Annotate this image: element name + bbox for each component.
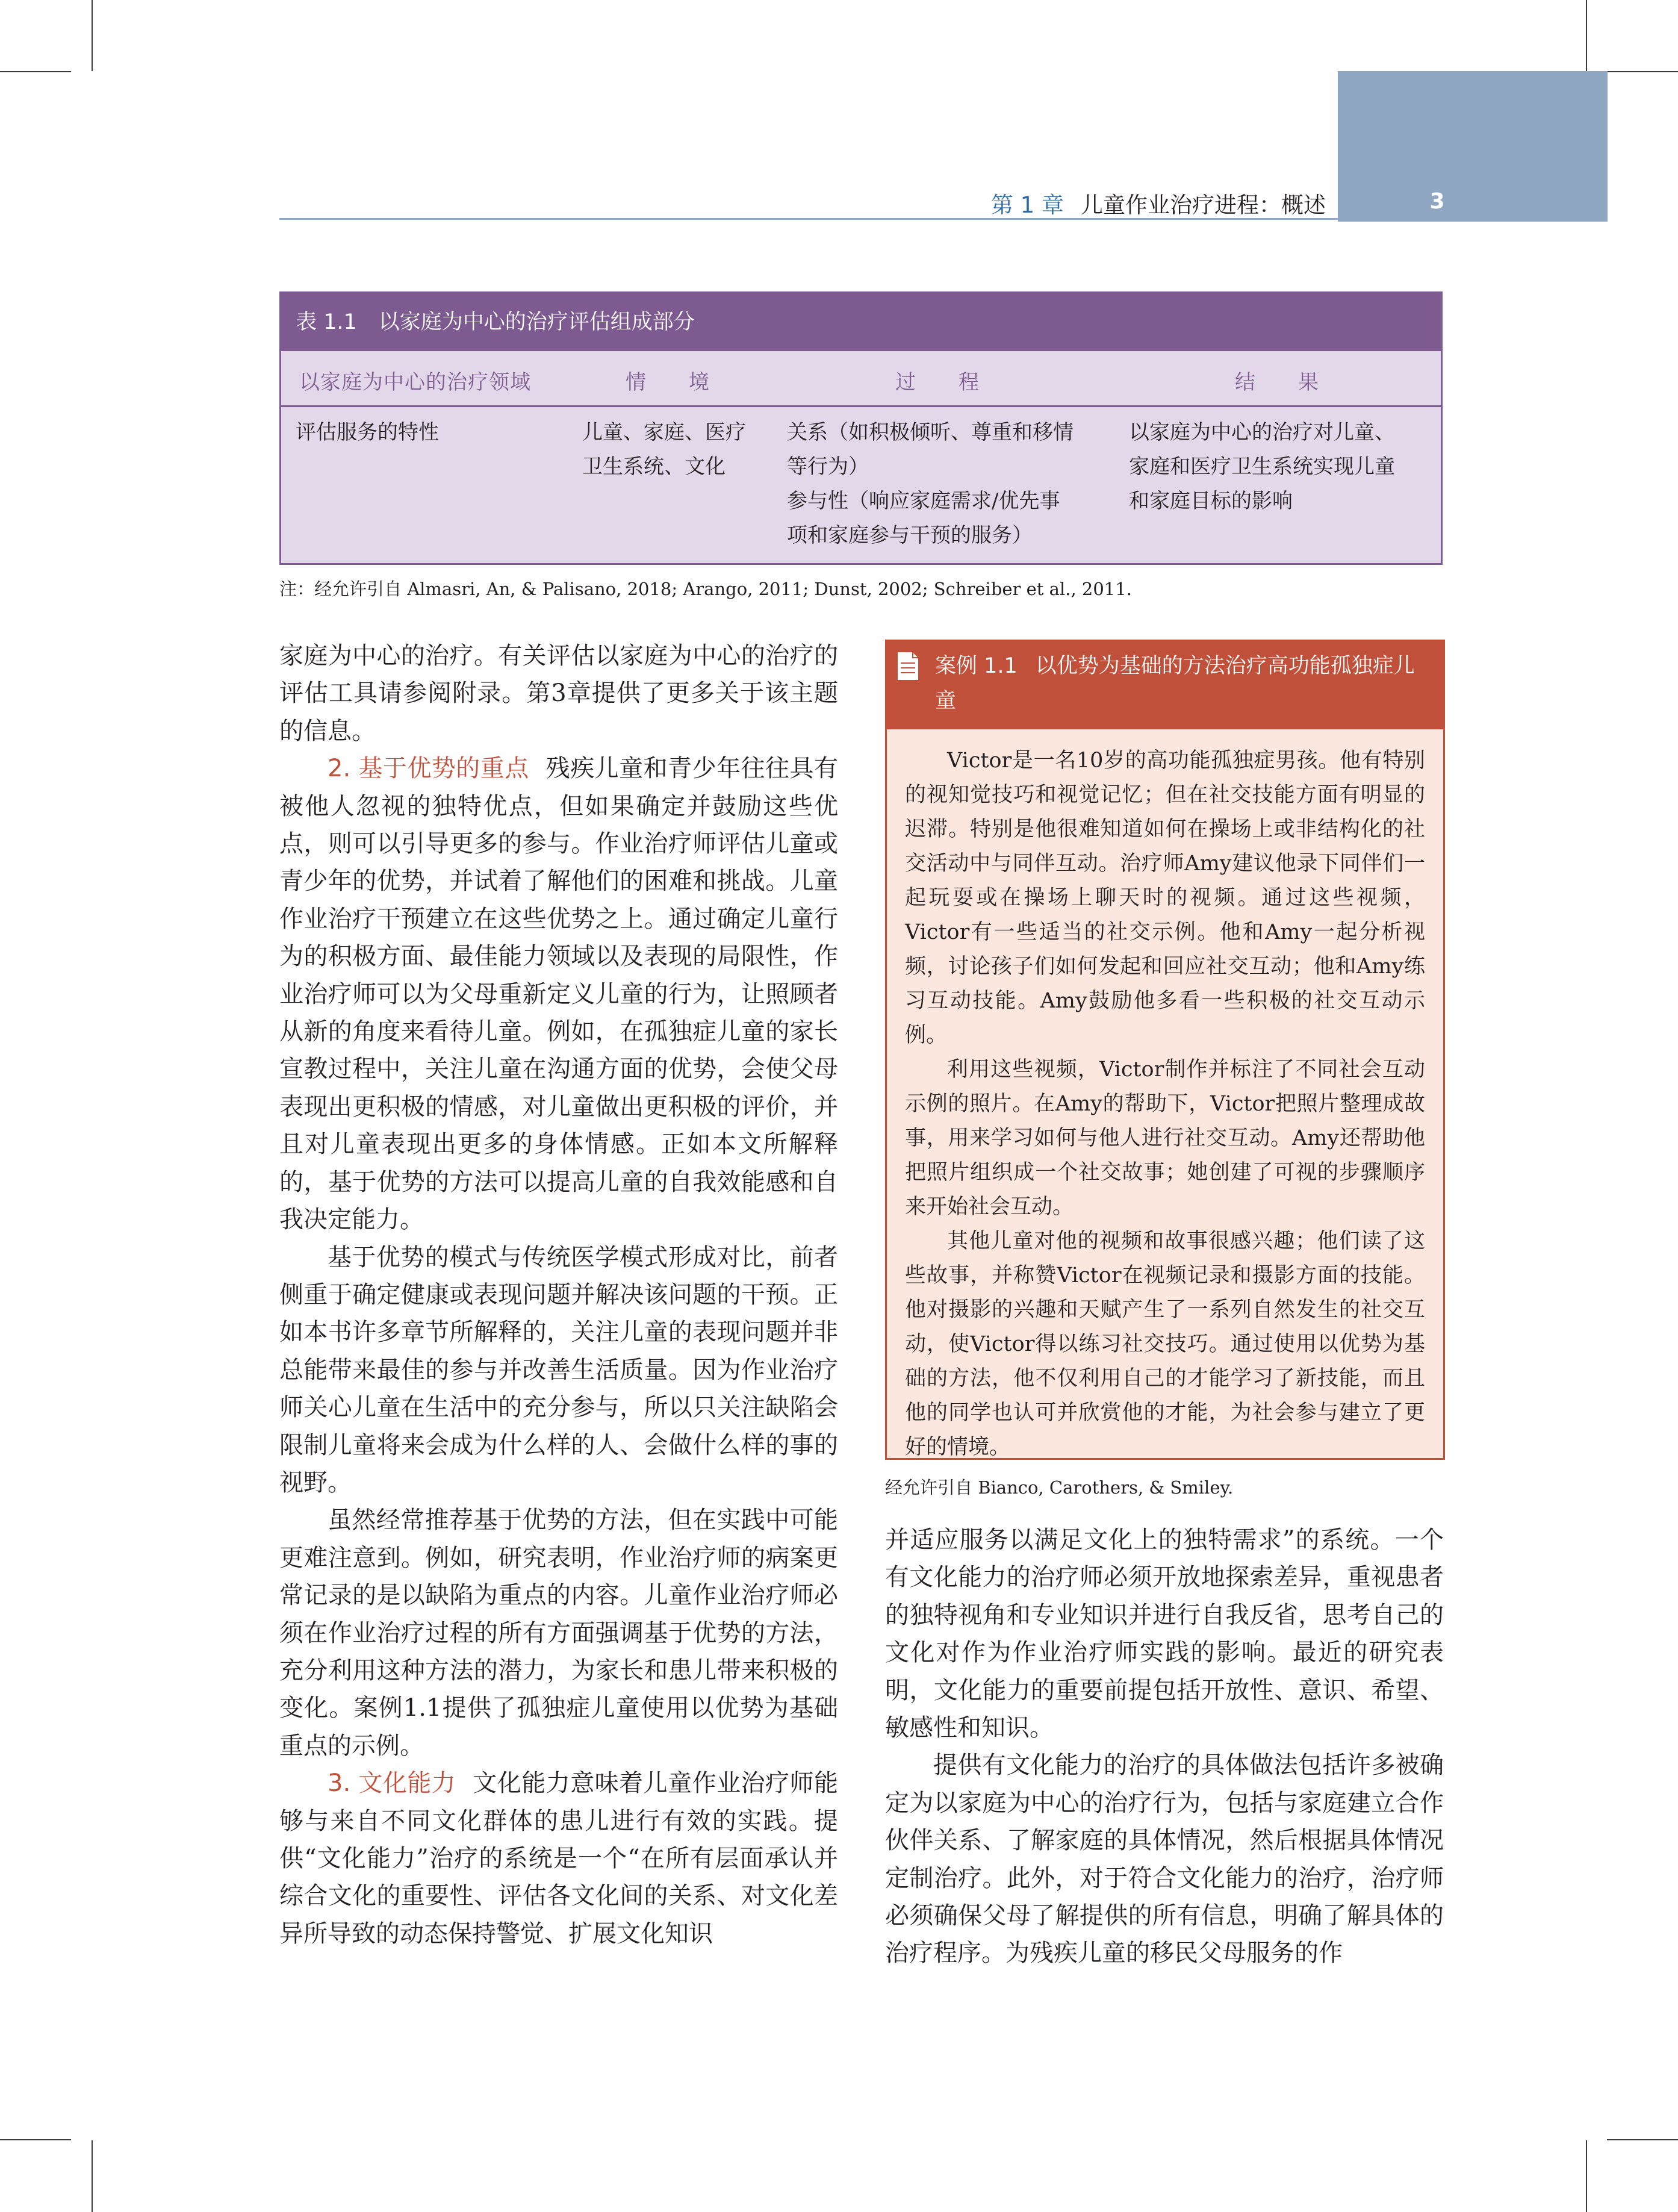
- section-heading-strengths: 2. 基于优势的重点: [328, 755, 529, 783]
- table-header-row: [281, 351, 1441, 407]
- paragraph: 家庭为中心的治疗。有关评估以家庭为中心的治疗的评估工具请参阅附录。第3章提供了更多关于该主题的信息。: [279, 642, 838, 745]
- paragraph: 虽然经常推荐基于优势的方法，但在实践中可能更难注意到。例如，研究表明，作业治疗师的病案更常记录的是以缺陷为重点的内容。儿童作业治疗师必须在作业治疗过程的所有方面强调基于优势的方法，充分利用这种方法的潜力，为家长和患儿带来积极的变化。案例1.1提供了孤独症儿童使用以优势为基础重点的示例。: [279, 1506, 838, 1760]
- case-source-note: 经允许引自 Bianco, Carothers, & Smiley.: [885, 1477, 1234, 1498]
- cell-line: 以家庭为中心的治疗对儿童、: [1129, 420, 1395, 444]
- case-paragraph: 利用这些视频，Victor制作并标注了不同社会互动示例的照片。在Amy的帮助下，Victor把照片整理成故事，用来学习如何与他人进行社交互动。Amy还帮助他把照片组织成一个社交故事；她创建了可视的步骤顺序来开始社会互动。: [905, 1058, 1425, 1219]
- cell-line: 卫生系统、文化: [582, 455, 726, 479]
- case-paragraph: 其他儿童对他的视频和故事很感兴趣；他们读了这些故事，并称赞Victor在视频记录和摄影方面的技能。他对摄影的兴趣和天赋产生了一系列自然发生的社交互动，使Victor得以练习社交技巧。通过使用以优势为基础的方法，他不仅利用自己的才能学习了新技能，而且他的同学也认可并欣赏他的才能，为社会参与建立了更好的情境。: [905, 1229, 1425, 1459]
- table-title: 以家庭为中心的治疗评估组成部分: [378, 310, 695, 334]
- cell-line: 关系（如积极倾听、尊重和移情: [787, 420, 1074, 444]
- case-title-bar: [887, 641, 1443, 729]
- crop-mark: [92, 0, 93, 71]
- paragraph: 提供有文化能力的治疗的具体做法包括许多被确定为以家庭为中心的治疗行为，包括与家庭建立合作伙伴关系、了解家庭的具体情况，然后根据具体情况定制治疗。此外，对于符合文化能力的治疗，治疗师必须确保父母了解提供的所有信息，明确了解具体的治疗程序。为残疾儿童的移民父母服务的作: [885, 1751, 1444, 1967]
- cell-domain: 评估服务的特性: [296, 420, 439, 444]
- column-header-outcome: 结 果: [1235, 370, 1319, 394]
- paragraph: [279, 750, 838, 1238]
- right-column: [885, 1521, 1444, 1972]
- chapter-title: 儿童作业治疗进程：概述: [1081, 192, 1326, 218]
- column-header-domain: 以家庭为中心的治疗领域: [299, 370, 531, 394]
- case-paragraph: Victor是一名10岁的高功能孤独症男孩。他有特别的视知觉技巧和视觉记忆；但在社交技能方面有明显的迟滞。特别是他很难知道如何在操场上或非结构化的社交活动中与同伴互动。治疗师Amy建议他录下同伴们一起玩耍或在操场上聊天时的视频。通过这些视频，Victor有一些适当的社交示例。他和Amy一起分析视频，讨论孩子们如何发起和回应社交互动；他和Amy练习互动技能。Amy鼓励他多看一些积极的社交互动示例。: [905, 749, 1425, 1047]
- crop-mark: [0, 2139, 71, 2140]
- case-title-text: 以优势为基础的方法治疗高功能孤独症儿童: [935, 654, 1415, 713]
- crop-mark: [0, 71, 71, 72]
- crop-mark: [1586, 0, 1587, 71]
- case-body: [905, 744, 1425, 1465]
- cell-line: 家庭和医疗卫生系统实现儿童: [1129, 455, 1395, 479]
- paragraph-text: 文化能力意味着儿童作业治疗师能够与来自不同文化群体的患儿进行有效的实践。提供“文化能力”治疗的系统是一个“在所有层面承认并综合文化的重要性、评估各文化间的关系、对文化差异所导致的动态保持警觉、扩展文化知识: [279, 1769, 838, 1948]
- case-number: 案例 1.1: [935, 654, 1018, 678]
- left-column: [279, 637, 838, 1952]
- cell-line: 等行为）: [787, 455, 869, 479]
- paragraph: 并适应服务以满足文化上的独特需求”的系统。一个有文化能力的治疗师必须开放地探索差异，重视患者的独特视角和专业知识并进行自我反省，思考自己的文化对作为作业治疗师实践的影响。最近的研究表明，文化能力的重要前提包括开放性、意识、希望、敏感性和知识。: [885, 1526, 1444, 1742]
- running-head: [991, 187, 1326, 219]
- table-note: 注：经允许引自 Almasri, An, & Palisano, 2018; Arango, 2011; Dunst, 2002; Schreiber et al., 2011.: [279, 579, 1132, 599]
- cell-line: 和家庭目标的影响: [1129, 489, 1293, 513]
- cell-outcome: [1129, 416, 1430, 519]
- table-title-bar: [281, 293, 1441, 351]
- crop-mark: [1607, 2139, 1678, 2140]
- column-header-context: 情 境: [626, 370, 710, 394]
- crop-mark: [1586, 2140, 1587, 2212]
- crop-mark: [92, 2140, 93, 2212]
- document-icon: [895, 650, 921, 682]
- cell-context: [582, 416, 763, 484]
- cell-process: [787, 416, 1124, 553]
- case-box-1-1: [885, 640, 1445, 1460]
- table-number: 表 1.1: [296, 310, 357, 334]
- paragraph-text: 残疾儿童和青少年往往具有被他人忽视的独特优点，但如果确定并鼓励这些优点，则可以引导更多的参与。作业治疗师评估儿童或青少年的优势，并试着了解他们的困难和挑战。儿童作业治疗干预建立在这些优势之上。通过确定儿童行为的积极方面、最佳能力领域以及表现的局限性，作业治疗师可以为父母重新定义儿童的行为，让照顾者从新的角度来看待儿童。例如，在孤独症儿童的家长宣教过程中，关注儿童在沟通方面的优势，会使父母表现出更积极的情感，对儿童做出更积极的评价，并且对儿童表现出更多的身体情感。正如本文所解释的，基于优势的方法可以提高儿童的自我效能感和自我决定能力。: [279, 755, 838, 1234]
- paragraph: 基于优势的模式与传统医学模式形成对比，前者侧重于确定健康或表现问题并解决该问题的干预。正如本书许多章节所解释的，关注儿童的表现问题并非总能带来最佳的参与并改善生活质量。因为作业治疗师关心儿童在生活中的充分参与，所以只关注缺陷会限制儿童将来会成为什么样的人、会做什么样的事的视野。: [279, 1243, 838, 1497]
- section-heading-cultural-competence: 3. 文化能力: [328, 1769, 456, 1798]
- cell-line: 参与性（响应家庭需求/优先事: [787, 489, 1060, 513]
- case-title: [935, 649, 1429, 718]
- table-1-1: [279, 291, 1443, 565]
- cell-line: 儿童、家庭、医疗: [582, 420, 746, 444]
- chapter-number: 第 1 章: [990, 192, 1064, 218]
- column-header-process: 过 程: [895, 370, 980, 394]
- paragraph: [279, 1765, 838, 1952]
- cell-line: 项和家庭参与干预的服务）: [787, 523, 1033, 547]
- crop-mark: [1607, 71, 1678, 72]
- page-number: 3: [1429, 189, 1445, 214]
